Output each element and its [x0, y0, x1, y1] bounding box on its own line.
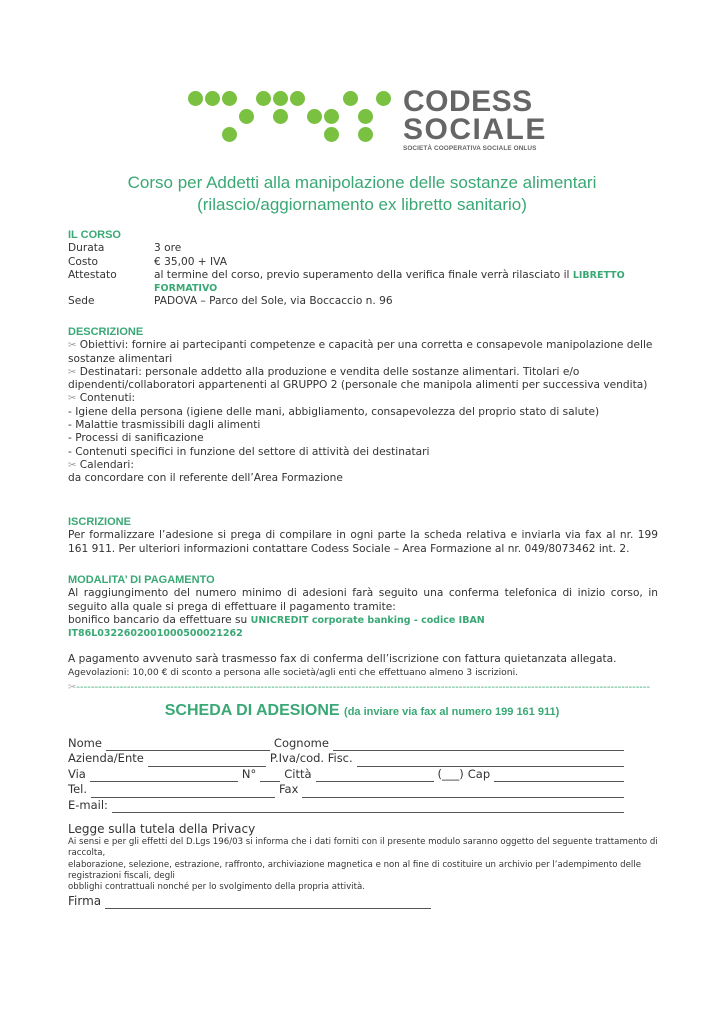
- email-label: E-mail:: [68, 797, 108, 812]
- logo-dot-icon: [358, 109, 373, 124]
- row-label: Attestato: [68, 268, 117, 281]
- scissors-icon: ✂: [68, 366, 77, 378]
- agevolazioni-text: Agevolazioni: 10,00 € di sconto a persona alle società/agli enti che effettuano almeno 3 iscrizioni.: [68, 666, 519, 678]
- registration-heading: ISCRIZIONE: [68, 516, 131, 528]
- nome-label: Nome: [68, 736, 102, 750]
- row-label: Sede: [68, 295, 95, 308]
- signature-field[interactable]: [105, 897, 431, 909]
- provincia-field[interactable]: (___): [437, 766, 464, 781]
- description-heading: DESCRIZIONE: [68, 326, 144, 338]
- fax-field[interactable]: [302, 786, 624, 798]
- firma-label: Firma: [68, 894, 102, 909]
- logo-dot-icon: [273, 91, 288, 106]
- logo-dot-icon: [307, 109, 322, 124]
- codess-logo: [185, 86, 545, 156]
- course-row-sede: [68, 295, 658, 308]
- calendari-label: Calendari:: [79, 458, 134, 471]
- page-title: [0, 172, 724, 216]
- logo-dot-icon: [324, 127, 339, 142]
- payment-section: [68, 574, 658, 679]
- privacy-title: Legge sulla tutela della Privacy: [68, 822, 256, 836]
- form-row-5: [68, 798, 628, 813]
- logo-dot-icon: [273, 109, 288, 124]
- row-value: PADOVA – Parco del Sole, via Boccaccio n. 96: [154, 295, 393, 308]
- logo-dot-icon: [256, 91, 271, 106]
- course-row-attestato: [68, 269, 658, 296]
- logo-dot-icon: [205, 91, 220, 106]
- form-row-3: [68, 767, 628, 782]
- form-title: [0, 702, 724, 720]
- logo-dot-icon: [188, 91, 203, 106]
- payment-text2: A pagamento avvenuto sarà trasmesso fax di conferma dell’iscrizione con fattura quietanzata allegata.: [68, 653, 617, 666]
- contenuti-line: - Igiene della persona (igiene delle mani, abbigliamento, consapevolezza del proprio stato di salute): [68, 405, 600, 418]
- numero-field[interactable]: [260, 770, 280, 782]
- contenuti-item: [68, 392, 658, 405]
- iban-highlight: UNICREDIT corporate banking - codice IBAN IT86L0322602001000500021262: [68, 614, 485, 640]
- registration-section: [68, 516, 658, 556]
- course-row-costo: [68, 256, 658, 269]
- dashed-line: ---------------------------------------------------------------------------------------------------------------------------------------------------------------: [76, 682, 651, 693]
- calendari-text: da concordare con il referente dell’Area Formazione: [68, 472, 343, 485]
- form-row-1: [68, 736, 628, 751]
- scissors-icon: ✂: [68, 459, 77, 471]
- azienda-label: Azienda/Ente: [68, 751, 144, 766]
- via-label: Via: [68, 766, 86, 781]
- logo-dot-icon: [290, 91, 305, 106]
- cognome-label: Cognome: [273, 736, 329, 750]
- tel-field[interactable]: [91, 786, 275, 798]
- row-value: [154, 269, 658, 296]
- cognome-field[interactable]: [333, 739, 624, 751]
- fax-label: Fax: [279, 782, 299, 797]
- row-label: Durata: [68, 242, 105, 255]
- logo-dot-icon: [324, 109, 339, 124]
- attestato-highlight: LIBRETTO FORMATIVO: [154, 269, 625, 295]
- logo-dot-icon: [376, 91, 391, 106]
- logo-dot-icon: [343, 91, 358, 106]
- citta-label: Città: [284, 766, 312, 781]
- registration-form: [68, 736, 628, 813]
- payment-text1: Al raggiungimento del numero minimo di adesioni farà seguito una conferma telefonica di inizio corso, in seguito alla quale si prega di effettuare il pagamento tramite:: [68, 587, 658, 613]
- numero-label: N°: [241, 766, 257, 781]
- registration-text: Per formalizzare l’adesione si prega di compilare in ogni parte la scheda relativa e inviarla via fax al nr. 199 161 911. Per ulteriori informazioni contattare Codess Sociale – Area Formazione al nr. 049/8073462 int. 2.: [68, 529, 658, 555]
- calendari-item: [68, 459, 658, 472]
- form-row-2: [68, 751, 628, 766]
- title-line2: (rilascio/aggiornamento ex libretto sanitario): [197, 195, 527, 214]
- scissors-icon: ✂: [68, 393, 77, 405]
- title-line1: Corso per Addetti alla manipolazione delle sostanze alimentari: [127, 173, 597, 192]
- payment-heading: MODALITA’ DI PAGAMENTO: [68, 574, 215, 586]
- row-value: 3 ore: [154, 242, 182, 255]
- cap-field[interactable]: [494, 770, 624, 782]
- email-field[interactable]: [112, 801, 624, 813]
- logo-dot-icon: [222, 127, 237, 142]
- payment-bonifico: [68, 614, 658, 641]
- form-title-sub: (da inviare via fax al numero 199 161 911): [344, 706, 560, 718]
- via-field[interactable]: [90, 770, 238, 782]
- piva-label: P.Iva/cod. Fisc.: [269, 751, 353, 766]
- course-heading: IL CORSO: [68, 229, 121, 241]
- description-section: [68, 326, 658, 486]
- attestato-text: al termine del corso, previo superamento della verifica finale verrà rilasciato il: [154, 268, 573, 281]
- contenuti-label: Contenuti:: [79, 392, 136, 405]
- azienda-field[interactable]: [148, 755, 266, 767]
- contenuti-line: - Processi di sanificazione: [68, 432, 204, 445]
- citta-field[interactable]: [316, 770, 434, 782]
- destinatari-item: [68, 366, 658, 393]
- logo-dot-icon: [239, 109, 254, 124]
- logo-line2: SOCIALE: [403, 113, 547, 146]
- form-row-4: [68, 782, 628, 797]
- signature-row: [68, 894, 668, 909]
- privacy-line: obblighi contrattuali nonché per lo svolgimento della propria attività.: [68, 882, 365, 893]
- contenuti-line: - Contenuti specifici in funzione del settore di attività dei destinatari: [68, 445, 430, 458]
- bonifico-prefix: bonifico bancario da effettuare su: [68, 613, 251, 626]
- logo-dot-icon: [222, 91, 237, 106]
- nome-field[interactable]: [106, 739, 270, 751]
- cut-line: [68, 682, 658, 693]
- privacy-line: Ai sensi e per gli effetti del D.Lgs 196/03 si informa che i dati forniti con il presente modulo saranno oggetto del seguente trattamento di raccolta,: [68, 837, 658, 859]
- row-value: € 35,00 + IVA: [154, 255, 227, 268]
- logo-tagline: SOCIETÀ COOPERATIVA SOCIALE ONLUS: [403, 145, 537, 152]
- scissors-icon: ✂: [68, 340, 77, 352]
- contenuti-line: - Malattie trasmissibili dagli alimenti: [68, 419, 261, 432]
- tel-label: Tel.: [68, 782, 87, 797]
- logo-line1: CODESS: [403, 85, 533, 118]
- destinatari-text: Destinatari: personale addetto alla produzione e vendita delle sostanze alimentari. Titolari e/o dipendenti/collaboratori appartenenti al GRUPPO 2 (personale che manipola alimenti per successiva vendita): [68, 365, 648, 392]
- piva-field[interactable]: [357, 755, 624, 767]
- obiettivi-item: [68, 339, 658, 366]
- course-row-durata: [68, 242, 658, 255]
- privacy-line: elaborazione, selezione, estrazione, raffronto, archiviazione magnetica e non al fine di costituire un archivio per l’adempimento delle registrazioni fiscali, degli: [68, 859, 641, 881]
- privacy-section: [68, 822, 668, 909]
- logo-dot-icon: [358, 127, 373, 142]
- cap-label: Cap: [467, 766, 491, 781]
- form-title-main: SCHEDA DI ADESIONE: [164, 702, 340, 719]
- scissors-icon: ✂: [68, 682, 77, 693]
- row-label: Costo: [68, 255, 99, 268]
- obiettivi-text: Obiettivi: fornire ai partecipanti competenze e capacità per una corretta e consapevole manipolazione delle sostanze alimentari: [68, 339, 653, 365]
- logo-wordmark: [403, 85, 547, 153]
- course-section: [68, 229, 658, 309]
